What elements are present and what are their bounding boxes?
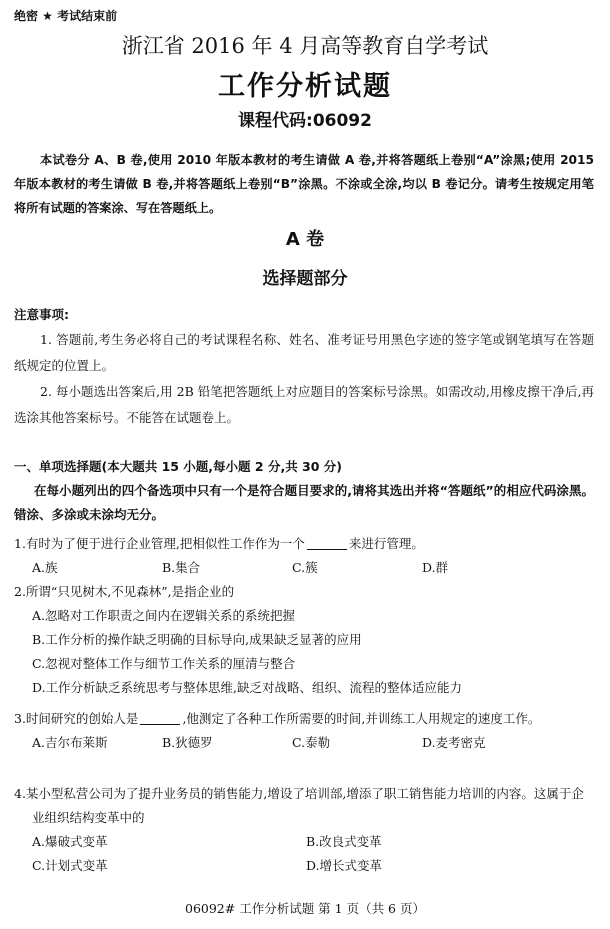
notice-title: 注意事项: xyxy=(14,307,69,322)
question-1-option-a: A.族 xyxy=(32,560,58,575)
question-4-option-b: B.改良式变革 xyxy=(306,834,382,849)
question-1-option-d: D.群 xyxy=(422,560,449,575)
answer-blank xyxy=(307,535,347,550)
question-3-stem-start: 3.时间研究的创始人是 xyxy=(14,711,139,726)
question-1-stem-end: 来进行管理。 xyxy=(348,536,424,551)
course-code: 课程代码:06092 xyxy=(238,111,372,131)
answer-blank xyxy=(140,710,180,725)
question-4-option-c: C.计划式变革 xyxy=(32,858,108,873)
question-2 xyxy=(14,580,594,700)
question-1 xyxy=(14,532,594,580)
page-footer: 06092# 工作分析试题 第 1 页（共 6 页） xyxy=(185,901,425,916)
notice-item-1: 1. 答题前,考生务必将自己的考试课程名称、姓名、准考证号用黑色字迹的签字笔或钢笔填写在答题纸规定的位置上。 xyxy=(14,332,594,373)
question-1-stem-start: 1.有时为了便于进行企业管理,把相似性工作作为一个 xyxy=(14,536,305,551)
question-1-option-b: B.集合 xyxy=(162,560,201,575)
question-2-option-b: B.工作分析的操作缺乏明确的目标导向,成果缺乏显著的应用 xyxy=(32,632,362,647)
exam-title: 浙江省 2016 年 4 月高等教育自学考试 xyxy=(121,34,489,58)
question-2-option-d: D.工作分析缺乏系统思考与整体思维,缺乏对战略、组织、流程的整体适应能力 xyxy=(32,680,463,695)
question-4-option-d: D.增长式变革 xyxy=(306,858,383,873)
question-3-option-d: D.麦考密克 xyxy=(422,735,486,750)
paper-title: 工作分析试题 xyxy=(218,71,392,102)
question-1-option-c: C.簇 xyxy=(292,560,318,575)
question-3-option-c: C.泰勒 xyxy=(292,735,331,750)
intro-instructions: 本试卷分 A、B 卷,使用 2010 年版本教材的考生请做 A 卷,并将答题纸上卷别“A”涂黑;使用 2015 年版本教材的考生请做 B 卷,并将答题纸上卷别“B”涂黑。不涂或全涂,均以 B 卷记分。请考生按规定用笔将所有试题的答案涂、写在答题纸上。 xyxy=(14,153,594,215)
question-2-option-a: A.忽略对工作职责之间内在逻辑关系的系统把握 xyxy=(32,608,296,623)
section-heading: 一、单项选择题(本大题共 15 小题,每小题 2 分,共 30 分) xyxy=(14,459,343,474)
question-2-stem: 2.所谓“只见树木,不见森林”,是指企业的 xyxy=(14,584,235,599)
question-3-option-b: B.狄德罗 xyxy=(162,735,213,750)
question-2-option-c: C.忽视对整体工作与细节工作关系的厘清与整合 xyxy=(32,656,296,671)
question-3-option-a: A.吉尔布莱斯 xyxy=(32,735,108,750)
notice-item-2: 2. 每小题选出答案后,用 2B 铅笔把答题纸上对应题目的答案标号涂黑。如需改动,用橡皮擦干净后,再选涂其他答案标号。不能答在试题卷上。 xyxy=(14,384,594,425)
question-3 xyxy=(14,707,594,755)
section-description: 在每小题列出的四个备选项中只有一个是符合题目要求的,请将其选出并将“答题纸”的相应代码涂黑。错涂、多涂或未涂均无分。 xyxy=(14,483,594,522)
confidential-label: 绝密 ★ 考试结束前 xyxy=(14,9,118,23)
question-4-stem: 4.某小型私营公司为了提升业务员的销售能力,增设了培训部,增添了职工销售能力培训的内容。这属于企业组织结构变革中的 xyxy=(14,786,584,825)
question-4-option-a: A.爆破式变革 xyxy=(32,834,108,849)
question-3-stem-end: ,他测定了各种工作所需要的时间,并训练工人用规定的速度工作。 xyxy=(182,711,541,726)
volume-label: A 卷 xyxy=(285,229,325,250)
question-4 xyxy=(14,782,594,878)
part-title: 选择题部分 xyxy=(262,269,348,289)
